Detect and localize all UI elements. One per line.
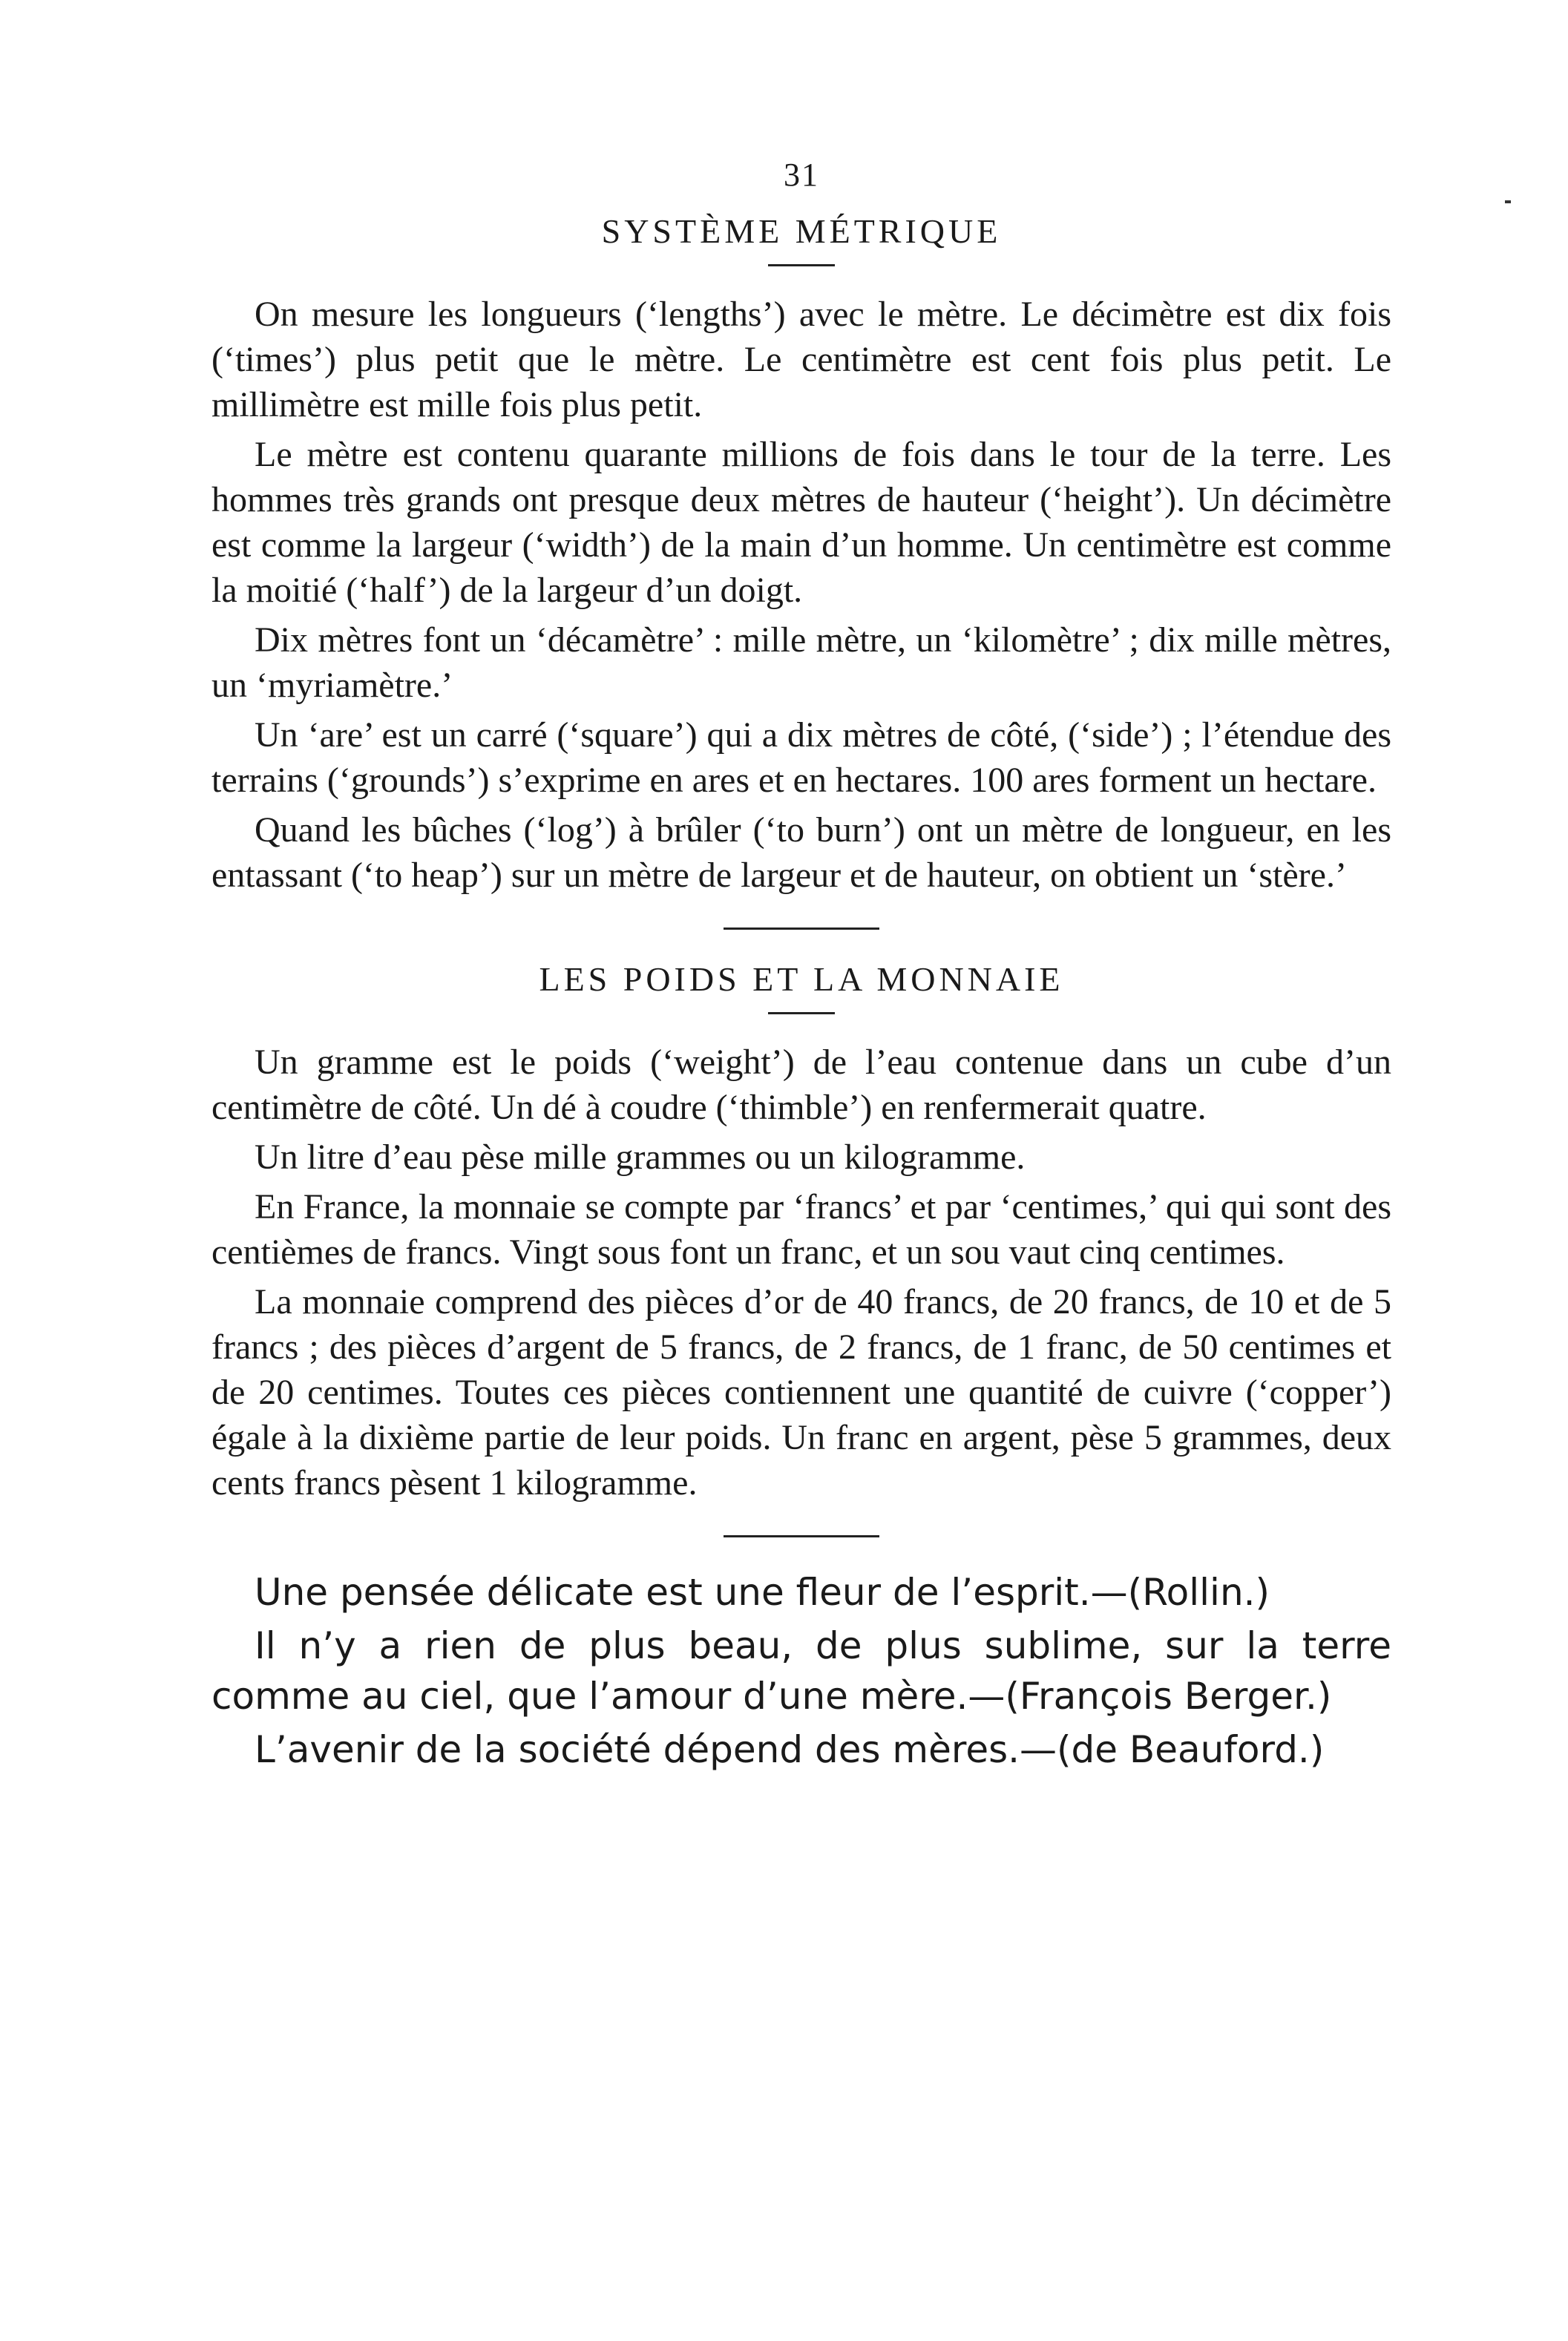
paragraph: Un gramme est le poids (‘weight’) de l’eau contenue dans un cube d’un centimètre de côté. Un dé à coudre (‘thimble’) en renfermerait quatre. [211, 1043, 1391, 1127]
page-number: 31 [784, 157, 819, 193]
paragraph: En France, la monnaie se compte par ‘francs’ et par ‘centimes,’ qui qui sont des centièmes de francs. Vingt sous font un franc, et un sou vaut cinq centimes. [211, 1187, 1391, 1272]
paragraph: Un ‘are’ est un carré (‘square’) qui a dix mètres de côté, (‘side’) ; l’étendue des terrains (‘grounds’) s’exprime en ares et en hectares. 100 ares forment un hectare. [211, 715, 1391, 800]
heading-divider [768, 1012, 835, 1014]
quote: Il n’y a rien de plus beau, de plus sublime, sur la terre comme au ciel, que l’amour d’une mère.—(François Berger.) [211, 1624, 1391, 1718]
quote: L’avenir de la société dépend des mères.—(de Beauford.) [255, 1728, 1325, 1771]
paragraph: Un litre d’eau pèse mille grammes ou un kilogramme. [255, 1137, 1026, 1177]
paragraph: Quand les bûches (‘log’) à brûler (‘to burn’) ont un mètre de longueur, en les entassant (‘to heap’) sur un mètre de largeur et de hauteur, on obtient un ‘stère.’ [211, 810, 1391, 895]
paragraph: Dix mètres font un ‘décamètre’ : mille mètre, un ‘kilomètre’ ; dix mille mètres, un ‘myriamètre.’ [211, 620, 1391, 705]
paragraph: Le mètre est contenu quarante millions de fois dans le tour de la terre. Les hommes très grands ont presque deux mètres de hauteur (‘height’). Un décimètre est comme la largeur (‘width’) de la main d’un homme. Un centimètre est comme la moitié (‘half’) de la largeur d’un doigt. [211, 435, 1391, 610]
stray-mark [1505, 200, 1511, 203]
section-divider [724, 1535, 879, 1537]
paragraph: La monnaie comprend des pièces d’or de 40 francs, de 20 francs, de 10 et de 5 francs ; des pièces d’argent de 5 francs, de 2 francs, de 1 franc, de 50 centimes et de 20 centimes. Toutes ces pièces contiennent une quantité de cuivre (‘copper’) égale à la dixième partie de leur poids. Un franc en argent, pèse 5 grammes, deux cents francs pèsent 1 kilogramme. [211, 1282, 1391, 1503]
paragraph: On mesure les longueurs (‘lengths’) avec le mètre. Le décimètre est dix fois (‘times’) plus petit que le mètre. Le centimètre est cent fois plus petit. Le millimètre est mille fois plus petit. [211, 295, 1391, 424]
heading-divider [768, 264, 835, 266]
section-divider [724, 927, 879, 930]
section-heading-poids-monnaie: LES POIDS ET LA MONNAIE [539, 960, 1064, 998]
quotes-block [211, 1567, 1391, 1775]
page [211, 156, 1391, 1778]
section-heading-systeme-metrique: SYSTÈME MÉTRIQUE [601, 212, 1002, 250]
quote: Une pensée délicate est une fleur de l’esprit.—(Rollin.) [255, 1571, 1270, 1614]
